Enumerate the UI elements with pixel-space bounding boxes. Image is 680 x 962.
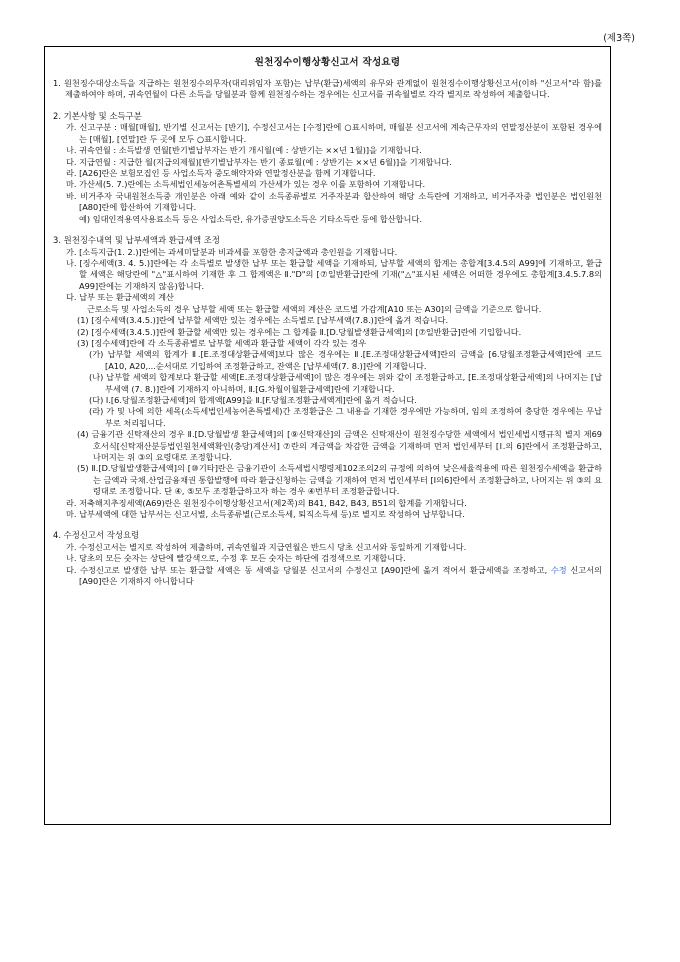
- section-4-da-highlight: 수정: [550, 564, 567, 575]
- section-2-item-ma: 마. 가산세(5. 7.)란에는 소득세법인세농어촌특별세의 가산세가 있는 경우 이를 포함하여 기재합니다.: [66, 179, 426, 190]
- section-3-sub-3-na: (나) 납부할 세액의 합계보다 환급할 세액[E.조정대상환급세액]이 많은 경우에는 위와 같이 조정환급하고, [E.조정대상환급세액]의 나머지는 [납부세액 (7. 8.)]란에 기재하지 아니하며, Ⅱ.[G.차월이월환급세액]란에 기재합니다.: [89, 372, 602, 394]
- section-2-item-ra: 라. [A26]란은 보험모집인 등 사업소득자 중도해약자와 연말정산분을 함께 기재합니다.: [66, 168, 376, 179]
- section-2-item-ga: 가. 신고구분 : 매월[매월], 반기별 신고서는 [반기], 수정신고서는 [수정]란에 ○표시하며, 매월분 신고서에 계속근무자의 연말정산분이 포함된 경우에는 [매월], [연말]란 두 곳에 모두 ○표시합니다.: [66, 122, 602, 144]
- section-4: [53, 530, 602, 587]
- instructions-box: [44, 46, 611, 825]
- page-number-label: (제3쪽): [603, 33, 635, 44]
- section-3-sub-3-ga: (가) 납부할 세액의 합계가 Ⅱ.[E.조정대상환급세액]보다 많은 경우에는 Ⅱ.[E.조정대상환급세액]란의 금액을 [6.당월조정환급세액]란에 코드[A10, A20,...순서대로 기입하여 조정환급하고, 잔액은 [납부세액(7. 8.)]란에 기재합니다.: [89, 349, 602, 371]
- section-3-sub-3: (3) [징수세액]란에 각 소득종류별로 납부할 세액과 환급할 세액이 각각 있는 경우: [77, 337, 367, 348]
- section-2-heading: 2. 기본사항 및 소득구분: [53, 110, 142, 121]
- section-4-item-da: [53, 565, 602, 588]
- section-2-item-ba: 바. 비거주자 국내원천소득중 개인분은 아래 예와 같이 소득종류별로 거주자분과 합산하여 해당 소득란에 기재하고, 비거주자중 법인분은 법인원천[A80]란에 합산하여 기재합니다.: [66, 190, 602, 213]
- section-4-da-text-b: 신고서의 [A90]란은 기재하지 아니합니다: [79, 564, 602, 587]
- section-3-item-ga: 가. [소득지급(1. 2.)]란에는 과세미달분과 비과세를 포함한 총지급액과 총인원을 기재합니다.: [66, 246, 398, 257]
- section-2-item-na: 나. 귀속연월 : 소득발생 연월[반기별납부자는 반기 개시월(예 : 상반기는 ××년 1월)]을 기재합니다.: [66, 145, 422, 156]
- section-1-text: 1. 원천징수대상소득을 지급하는 원천징수의무자(대리위임자 포함)는 납부(환급)세액의 유무와 관계없이 원천징수이행상황신고서(이하 "신고서"라 함)를 제출하여야 하며, 귀속연월이 다른 소득을 당월분과 함께 원천징수하는 경우에는 신고서를 귀속월별로 각각 별지로 작성하여 제출합니다.: [53, 78, 602, 100]
- section-3-item-na: 나. [징수세액(3. 4. 5.)]란에는 각 소득별로 발생한 납부 또는 환급할 세액을 기재하되, 납부할 세액의 합계는 총합계[3.4.5의 A99]에 기재하고, 환급할 세액은 해당란에 "△"표시하여 기재한 후 그 합계액은 Ⅱ."D"의 [⑦일반환급]란에 기재("△"표시된 세액은 어떠한 경우에도 총합계[3.4.5.7.8의 A99]란에는 기재하지 않음)합니다.: [66, 258, 602, 291]
- section-4-item-na: 나. 당초의 모든 숫자는 상단에 빨강색으로, 수정 후 모든 숫자는 하단에 검정색으로 기재합니다.: [66, 553, 406, 564]
- section-2-item-da: 다. 지급연월 : 지급한 월(지급의제월)[반기별납부자는 반기 종료월(예 : 상반기는 ××년 6월)]을 기재합니다.: [66, 156, 452, 167]
- section-3-sub-1: (1) [징수세액(3.4.5.)]란에 납부할 세액만 있는 경우에는 소득별로 [납부세액(7.8.)]란에 옮겨 적습니다.: [77, 315, 449, 326]
- section-4-item-ga: 가. 수정신고서는 별지로 작성하여 제출하며, 귀속연월과 지급연월은 반드시 당초 신고서와 동일하게 기재합니다.: [66, 542, 467, 552]
- section-3-sub-2: (2) [징수세액(3.4.5.)]란에 환급할 세액만 있는 경우에는 그 합계를 Ⅱ.[D.당월발생환급세액]의 [⑦일반환급]란에 기입합니다.: [77, 326, 522, 337]
- section-3-da-body: 근로소득 및 사업소득의 경우 납부할 세액 또는 환급할 세액의 계산은 코드별 가감계[A10 또는 A30]의 금액을 기준으로 합니다.: [87, 303, 542, 314]
- section-2-example: 예) 임대인적용역사용료소득 등은 사업소득란, 유가증권양도소득은 기타소득란 등에 합산합니다.: [79, 213, 422, 224]
- section-2: [53, 111, 602, 225]
- section-4-heading: 4. 수정신고서 작성요령: [53, 530, 140, 541]
- section-3-sub-3-ra: (라) 가 및 나에 의한 세목(소득세법인세농어촌특별세)간 조정환급은 그 내용을 기재한 경우에만 가능하며, 임의 조정하여 충당한 경우에는 무납부로 처리됩니다.: [89, 406, 602, 428]
- section-1: [53, 78, 602, 101]
- section-3-sub-5: (5) Ⅱ.[D.당월발생환급세액]의 [⑩기타]란은 금융기관이 소득세법시행령제102조의2의 규정에 의하여 낮은세율적용에 따른 원천징수세액을 환급하는 금액과 국채․산업금융채권 통합발행에 따라 환급신청하는 금액을 기재하여 먼저 법인세부터 [Ⅰ의6]란에서 조정환급하고, 나머지는 위 ③의 요령대로 조정합니다. 단 ④, ⑤모두 조정환급하고자 하는 경우 ④번부터 조정환급합니다.: [77, 463, 602, 497]
- section-3: [53, 235, 602, 520]
- section-3-sub-3-da: (다) Ⅰ.[6.당월조정환급세액]의 합계액[A99]을 Ⅱ.[F.당월조정환급세액계]란에 옮겨 적습니다.: [89, 394, 417, 405]
- section-4-da-text-a: 다. 수정신고로 발생한 납부 또는 환급할 세액은 동 세액을 당월분 신고서의 수정신고 [A90]란에 옮겨 적어서 환급세액을 조정하고,: [66, 564, 548, 575]
- section-3-item-ma: 마. 납부세액에 대한 납부서는 신고서별, 소득종류별(근로소득세, 퇴직소득세 등)로 별지로 작성하여 납부합니다.: [66, 509, 465, 519]
- section-3-sub-4: (4) 금융기관 신탁재산의 경우 Ⅱ.[D.당월발생 환급세액]의 [⑨신탁재산]의 금액은 신탁재산이 원천징수당한 세액에서 법인세법시행규칙 별지 제69호서식[신탁재산분등법인원천세액확인(충당)계산서] ⑦란의 계금액을 차감한 금액을 기재하며 먼저 법인세부터 [Ⅰ.의 6]란에서 조정환급하고, 나머지는 위 ③의 요령대로 조정합니다.: [77, 429, 602, 462]
- section-3-item-ra: 라. 저축해지추징세액(A69)란은 원천징수이행상황신고서(제2쪽)의 B41, B42, B43, B51의 합계를 기재합니다.: [66, 497, 467, 508]
- section-3-heading: 3. 원천징수내역 및 납부세액과 환급세액 조정: [53, 235, 220, 246]
- section-3-item-da: 다. 납부 또는 환급세액의 계산: [66, 292, 174, 303]
- document-title: 원천징수이행상황신고서 작성요령: [254, 57, 401, 68]
